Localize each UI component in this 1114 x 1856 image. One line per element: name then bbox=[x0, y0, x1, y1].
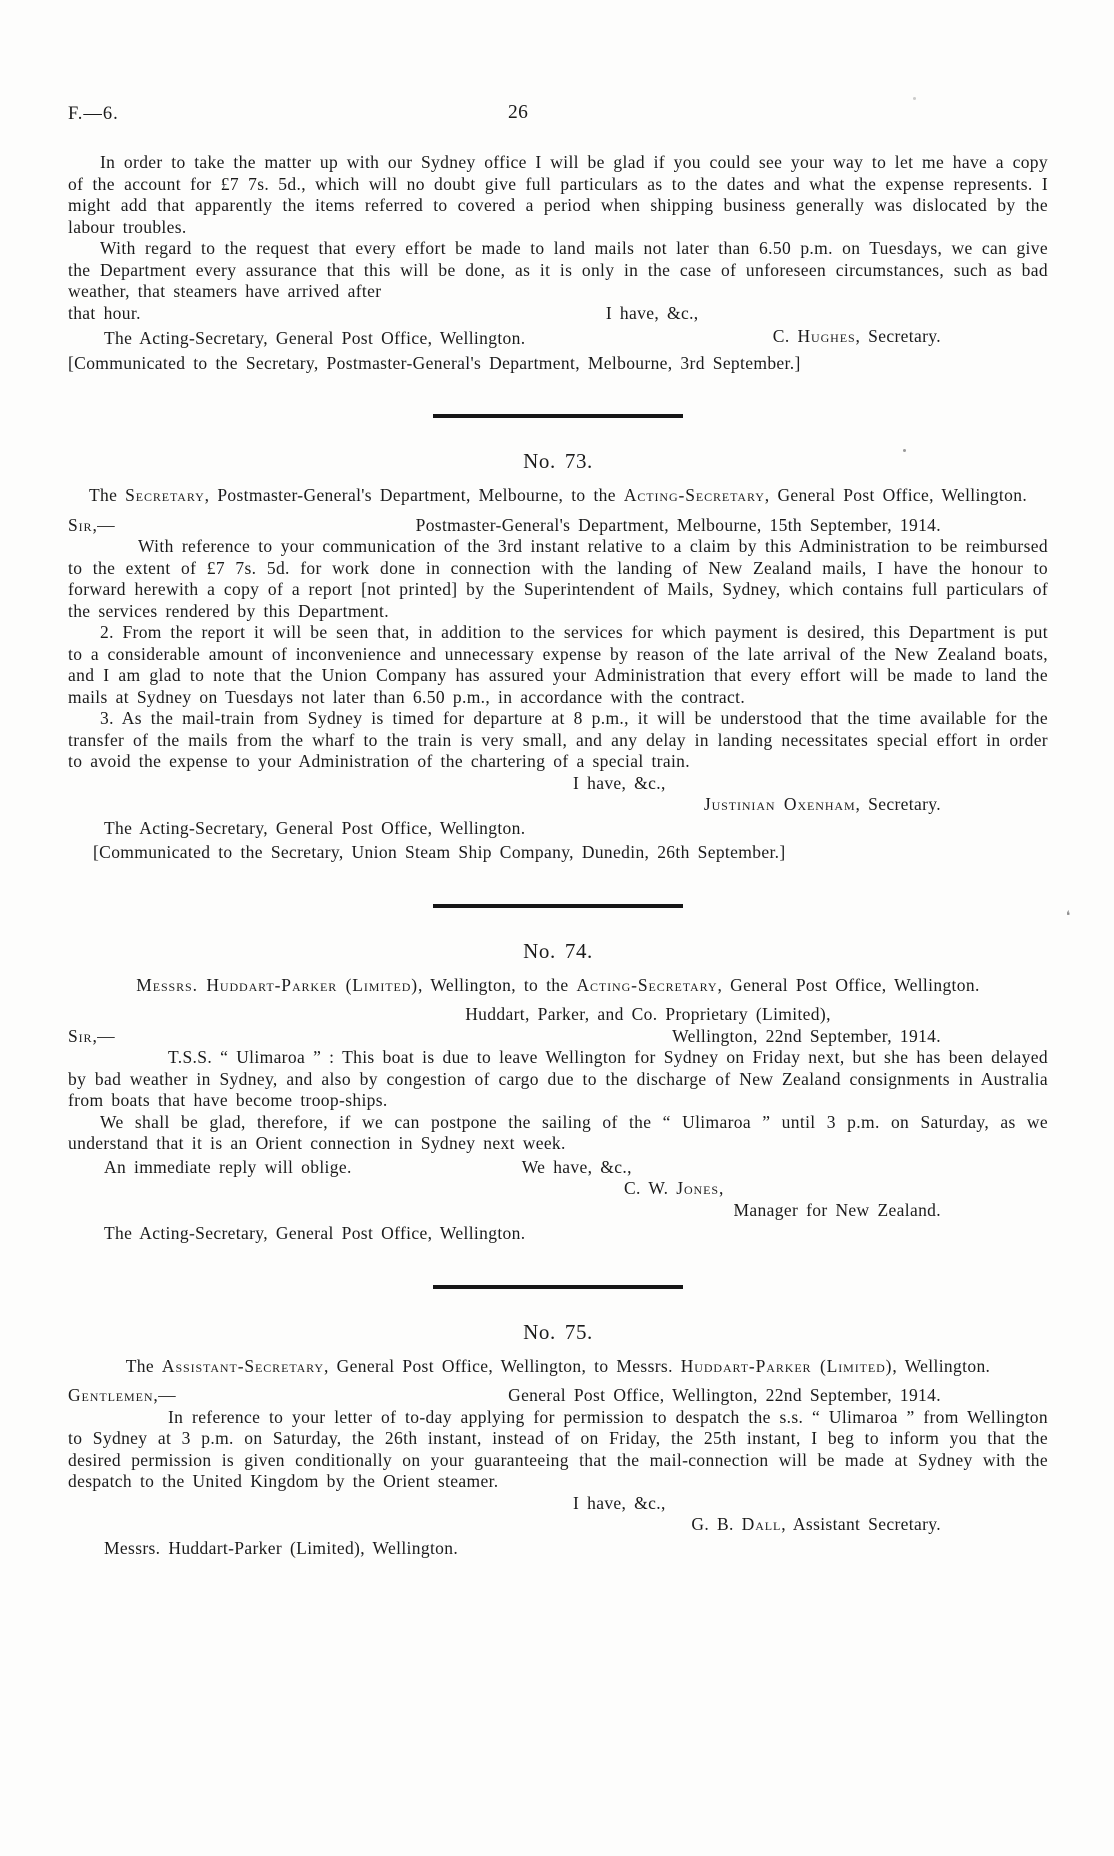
paragraph: With reference to your communication of the 3rd instant relative to a claim by this Administration to be reimbursed to the extent of £7 7s. 5d. for work done in connection with the landing of New Zealand mails, I have the honour to forward herewith a copy of a report [not printed] by the Superintendent of Mails, Sydney, which contains full particulars of the services rendered by this Department. bbox=[68, 536, 1048, 621]
section-divider bbox=[433, 1285, 683, 1289]
section-divider bbox=[433, 414, 683, 418]
section-divider bbox=[433, 904, 683, 908]
scan-artifact: ❛ bbox=[1066, 908, 1071, 923]
page-header bbox=[68, 0, 1048, 128]
dateline: Postmaster-General's Department, Melbourne, 15th September, 1914. bbox=[415, 514, 941, 535]
paragraph: T.S.S. “ Ulimaroa ” : This boat is due to leave Wellington for Sydney on Friday next, but she has been delayed by bad weather in Sydney, and also by congestion of cargo due to the discharge of New Zealand consignments in Australia from boats that have become troop-ships. bbox=[68, 1047, 1048, 1110]
communicated-note: [Communicated to the Secretary, Postmaster-General's Department, Melbourne, 3rd September.] bbox=[68, 352, 801, 373]
communicated-note: [Communicated to the Secretary, Union Steam Ship Company, Dunedin, 26th September.] bbox=[93, 842, 786, 862]
valediction-row bbox=[68, 1155, 1048, 1179]
letter-heading: The Secretary, Postmaster-General's Department, Melbourne, to the Acting-Secretary, General Post Office, Wellington. bbox=[88, 485, 1028, 505]
valediction: I have, &c., bbox=[573, 1492, 666, 1513]
salutation-date-row bbox=[68, 515, 1048, 537]
doc-reference: F.—6. bbox=[68, 104, 119, 124]
addressee-signature-row bbox=[68, 326, 1048, 350]
paragraph: We shall be glad, therefore, if we can postpone the sailing of the “ Ulimaroa ” until 3 p.m. on Saturday, as we understand that it is an Orient connection in Sydney next week. bbox=[68, 1111, 1048, 1153]
signature: C. Hughes, Secretary. bbox=[772, 326, 941, 346]
letter-number: No. 75. bbox=[523, 1319, 593, 1344]
letter-73 bbox=[68, 448, 1048, 864]
scan-artifact bbox=[903, 449, 906, 452]
letter-74 bbox=[68, 938, 1048, 1245]
letter-heading: Messrs. Huddart-Parker (Limited), Wellington, to the Acting-Secretary, General Post Office, Wellington. bbox=[136, 974, 980, 995]
valediction: I have, &c., bbox=[573, 772, 666, 793]
signature: C. W. Jones, bbox=[624, 1178, 724, 1198]
signature-title: Manager for New Zealand. bbox=[733, 1199, 941, 1220]
paragraph: 3. As the mail-train from Sydney is timed for departure at 8 p.m., it will be understood that the time available for the transfer of the mails from the wharf to the train is very small, and any delay in landing necessitates special effort in order to avoid the expense to your Administration of the chartering of a special train. bbox=[68, 708, 1048, 771]
letter-number: No. 74. bbox=[523, 938, 593, 963]
sender-line: Huddart, Parker, and Co. Proprietary (Limited), bbox=[465, 1004, 831, 1024]
valediction: I have, &c., bbox=[605, 302, 699, 323]
letter-number: No. 73. bbox=[523, 449, 593, 473]
dateline: General Post Office, Wellington, 22nd September, 1914. bbox=[508, 1385, 941, 1405]
valediction-row bbox=[68, 303, 1048, 325]
page-content bbox=[68, 0, 1048, 1559]
paragraph-end: that hour. bbox=[68, 302, 141, 323]
salutation-date-row bbox=[68, 1026, 1048, 1048]
scan-artifact bbox=[913, 97, 916, 100]
signature: G. B. Dall, Assistant Secretary. bbox=[691, 1514, 941, 1534]
valediction: We have, &c., bbox=[521, 1156, 632, 1177]
page-number: 26 bbox=[508, 102, 529, 123]
salutation: Sir,— bbox=[68, 514, 116, 535]
paragraph: With regard to the request that every effort be made to land mails not later than 6.50 p.m. on Tuesdays, we can give the Department every assurance that this will be done, as it is only in the case of unforeseen circumstances, such as bad weather, that steamers have arrived after bbox=[68, 238, 1048, 301]
addressee: Messrs. Huddart-Parker (Limited), Wellington. bbox=[104, 1537, 459, 1558]
addressee: The Acting-Secretary, General Post Office, Wellington. bbox=[104, 817, 526, 838]
addressee: The Acting-Secretary, General Post Office, Wellington. bbox=[104, 328, 526, 348]
paragraph: In reference to your letter of to-day applying for permission to despatch the s.s. “ Ulimaroa ” from Wellington to Sydney at 3 p.m. on Saturday, the 26th instant, instead of on Friday, the 25th instant, I beg to inform you that the desired permission is given conditionally on your guaranteeing that the mail-connection will be made at Sydney with the despatch to the United Kingdom by the Orient steamer. bbox=[68, 1406, 1048, 1491]
letter-heading: The Assistant-Secretary, General Post Office, Wellington, to Messrs. Huddart-Parker (Limited), Wellington. bbox=[125, 1355, 991, 1376]
paragraph: In order to take the matter up with our Sydney office I will be glad if you could see your way to let me have a copy of the account for £7 7s. 5d., which will no doubt give full particulars as to the dates and what the expense represents. I might add that apparently the items referred to covered a period when shipping business generally was dislocated by the labour troubles. bbox=[68, 152, 1048, 237]
paragraph: 2. From the report it will be seen that, in addition to the services for which payment is desired, this Department is put to a considerable amount of inconvenience and unnecessary expense by reason of the late arrival of the New Zealand boats, and I am glad to note that the Union Company has assured your Administration that every effort will be made to land the mails at Sydney on Tuesdays not later than 6.50 p.m., in accordance with the contract. bbox=[68, 622, 1048, 707]
addressee: The Acting-Secretary, General Post Office, Wellington. bbox=[104, 1223, 526, 1243]
letter-75 bbox=[68, 1319, 1048, 1560]
salutation: Gentlemen,— bbox=[68, 1385, 176, 1405]
dateline: Wellington, 22nd September, 1914. bbox=[672, 1025, 941, 1046]
salutation-date-row bbox=[68, 1385, 1048, 1407]
letter-72-continuation bbox=[68, 152, 1048, 374]
signature: Justinian Oxenham, Secretary. bbox=[703, 794, 941, 814]
reply-note: An immediate reply will oblige. bbox=[104, 1156, 352, 1177]
salutation: Sir,— bbox=[68, 1025, 116, 1046]
